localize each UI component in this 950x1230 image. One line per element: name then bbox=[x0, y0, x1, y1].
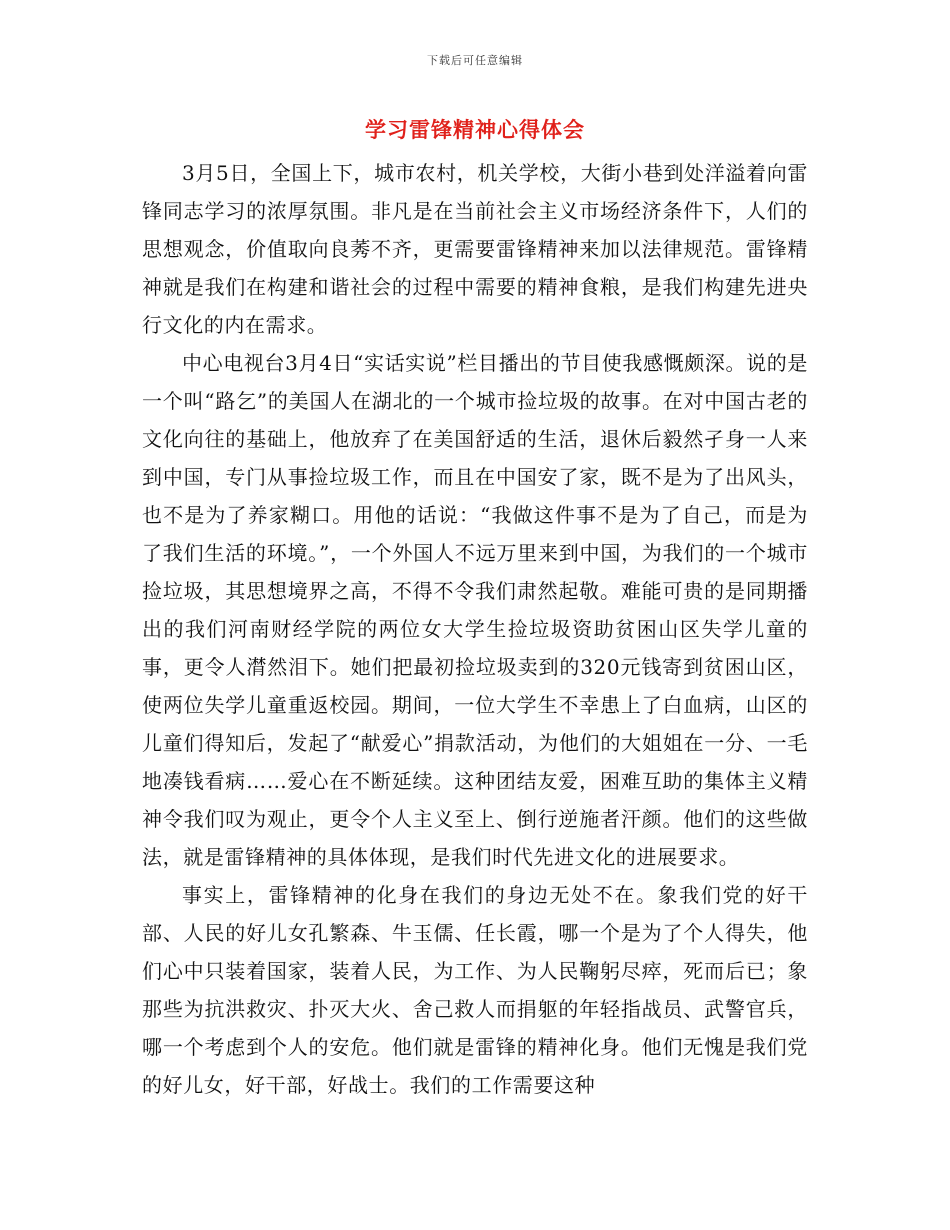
paragraph-1: 3月5日，全国上下，城市农村，机关学校，大街小巷到处洋溢着向雷锋同志学习的浓厚氛围。非凡是在当前社会主义市场经济条件下，人们的思想观念，价值取向良莠不齐，更需要雷锋精神来加以法律规范。雷锋精神就是我们在构建和谐社会的过程中需要的精神食粮，是我们构建先进央行文化的内在需求。 bbox=[142, 161, 808, 337]
document-body bbox=[142, 154, 808, 1104]
document-title: 学习雷锋精神心得体会 bbox=[365, 118, 585, 142]
page-header-note: 下载后可任意编辑 bbox=[427, 54, 523, 67]
paragraph-2: 中心电视台3月4日“实话实说”栏目播出的节目使我感慨颇深。说的是一个叫“路乞”的美国人在湖北的一个城市捡垃圾的故事。在对中国古老的文化向往的基础上，他放弃了在美国舒适的生活，退休后毅然孑身一人来到中国，专门从事捡垃圾工作，而且在中国安了家，既不是为了出风头，也不是为了养家糊口。用他的话说：“我做这件事不是为了自己，而是为了我们生活的环境。”，一个外国人不远万里来到中国，为我们的一个城市捡垃圾，其思想境界之高，不得不令我们肃然起敬。难能可贵的是同期播出的我们河南财经学院的两位女大学生捡垃圾资助贫困山区失学儿童的事，更令人潸然泪下。她们把最初捡垃圾卖到的320元钱寄到贫困山区，使两位失学儿童重返校园。期间，一位大学生不幸患上了白血病，山区的儿童们得知后，发起了“献爱心”捐款活动，为他们的大姐姐在一分、一毛地凑钱看病……爱心在不断延续。这种团结友爱，困难互助的集体主义精神令我们叹为观止，更令个人主义至上、倒行逆施者汗颜。他们的这些做法，就是雷锋精神的具体体现，是我们时代先进文化的进展要求。 bbox=[142, 351, 808, 869]
paragraph-3: 事实上，雷锋精神的化身在我们的身边无处不在。象我们党的好干部、人民的好儿女孔繁森、牛玉儒、任长霞，哪一个是为了个人得失，他们心中只装着国家，装着人民，为工作、为人民鞠躬尽瘁，死而后已；象那些为抗洪救灾、扑灭大火、舍己救人而捐躯的年轻指战员、武警官兵，哪一个考虑到个人的安危。他们就是雷锋的精神化身。他们无愧是我们党的好儿女，好干部，好战士。我们的工作需要这种 bbox=[142, 883, 808, 1097]
